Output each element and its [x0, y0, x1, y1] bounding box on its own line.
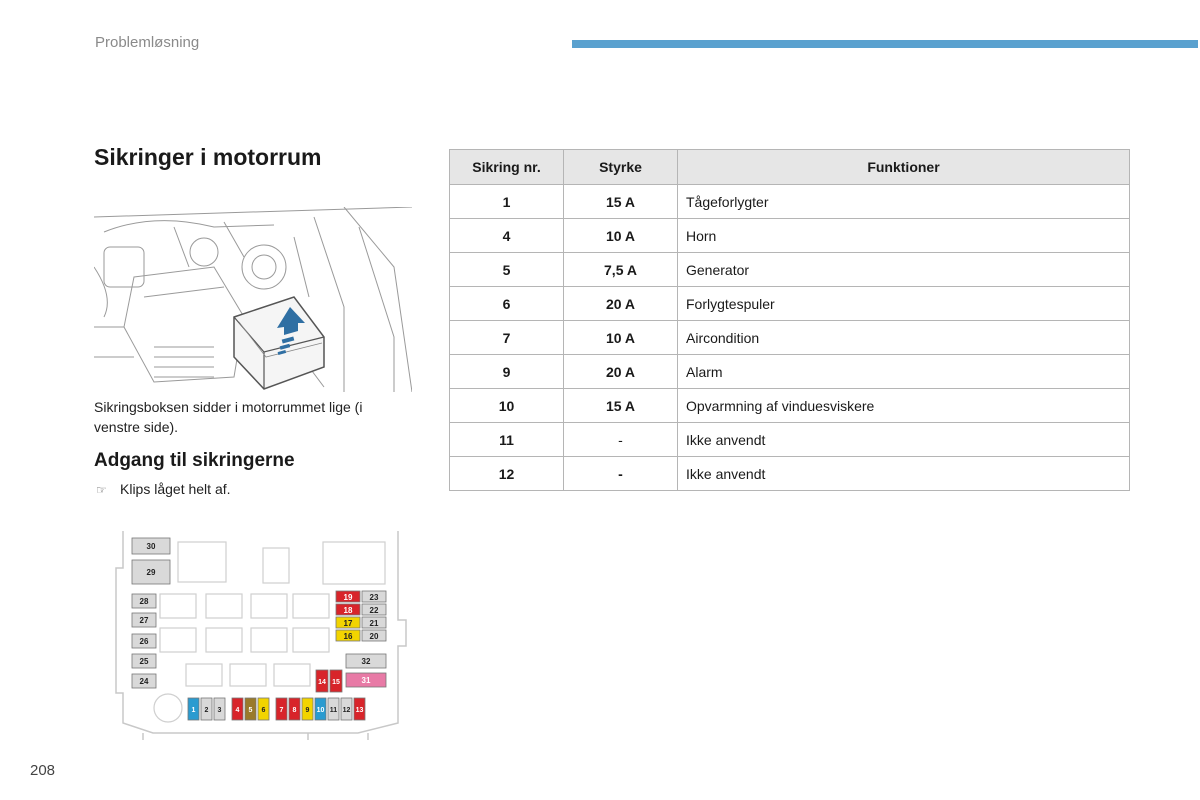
svg-text:14: 14 [318, 679, 326, 686]
table-row [450, 423, 1130, 457]
svg-text:18: 18 [343, 606, 353, 615]
engine-compartment-illustration [94, 207, 412, 392]
svg-text:10: 10 [316, 707, 325, 714]
fuse-table [449, 149, 1130, 491]
svg-text:12: 12 [342, 707, 351, 714]
caption: Sikringsboksen sidder i motorrummet lige (i venstre side). [94, 399, 363, 435]
header-accent-bar [572, 40, 1198, 48]
column-header: Sikring nr. [450, 150, 564, 185]
table-row [450, 287, 1130, 321]
column-header: Styrke [564, 150, 678, 185]
fuse-function: Ikke anvendt [678, 457, 1130, 491]
table-row [450, 355, 1130, 389]
fuse-rating: 10 A [564, 219, 678, 253]
table-row [450, 457, 1130, 491]
instruction-bullet [96, 481, 231, 497]
fuse-rating: - [564, 423, 678, 457]
fuse-function: Ikke anvendt [678, 423, 1130, 457]
fuse-box-illustration [234, 297, 324, 389]
fuse-rating: 15 A [564, 185, 678, 219]
table-row [450, 389, 1130, 423]
fuse-number: 5 [450, 253, 564, 287]
left-fuse-column [132, 538, 170, 688]
fuse-number: 9 [450, 355, 564, 389]
fuse-rating: 7,5 A [564, 253, 678, 287]
svg-text:13: 13 [355, 707, 364, 714]
fuse-number: 11 [450, 423, 564, 457]
svg-text:22: 22 [369, 606, 379, 615]
fuse-function: Generator [678, 253, 1130, 287]
page-title: Sikringer i motorrum [94, 144, 322, 170]
fuse-rating: 20 A [564, 355, 678, 389]
svg-text:6: 6 [261, 707, 266, 714]
svg-text:8: 8 [292, 707, 297, 714]
fuse-number: 10 [450, 389, 564, 423]
svg-text:1: 1 [191, 707, 196, 714]
fuse-number: 1 [450, 185, 564, 219]
fuse-function: Forlygtespuler [678, 287, 1130, 321]
svg-text:15: 15 [332, 679, 340, 686]
svg-text:3: 3 [217, 707, 222, 714]
fuse-function: Horn [678, 219, 1130, 253]
svg-text:11: 11 [329, 707, 338, 714]
page-number: 208 [30, 762, 56, 779]
table-row [450, 185, 1130, 219]
fuse-number: 6 [450, 287, 564, 321]
fuse-function: Opvarmning af vinduesviskere [678, 389, 1130, 423]
svg-text:23: 23 [369, 593, 379, 602]
fuse-rating: 20 A [564, 287, 678, 321]
svg-text:2: 2 [204, 707, 209, 714]
svg-text:7: 7 [279, 707, 284, 714]
svg-text:9: 9 [305, 707, 310, 714]
fuse-number: 12 [450, 457, 564, 491]
svg-text:32: 32 [361, 657, 371, 666]
svg-text:20: 20 [369, 632, 379, 641]
svg-text:16: 16 [343, 632, 353, 641]
svg-text:30: 30 [146, 542, 156, 551]
fuse-function: Alarm [678, 355, 1130, 389]
svg-text:17: 17 [343, 619, 353, 628]
hand-pointer-icon: ☞ [96, 483, 107, 497]
fuse-rating: 15 A [564, 389, 678, 423]
svg-text:4: 4 [235, 707, 240, 714]
svg-text:24: 24 [139, 677, 149, 686]
column-header: Funktioner [678, 150, 1130, 185]
svg-text:27: 27 [139, 616, 149, 625]
instruction-text: Klips låget helt af. [120, 481, 231, 497]
fuse-rating: - [564, 457, 678, 491]
fuse-function: Tågeforlygter [678, 185, 1130, 219]
svg-text:5: 5 [248, 707, 253, 714]
svg-text:28: 28 [139, 597, 149, 606]
fuse-function: Aircondition [678, 321, 1130, 355]
fuse-rating: 10 A [564, 321, 678, 355]
svg-text:19: 19 [343, 593, 353, 602]
svg-text:25: 25 [139, 657, 149, 666]
table-row [450, 253, 1130, 287]
fuse-number: 4 [450, 219, 564, 253]
table-header-row [450, 150, 1130, 185]
table-row [450, 219, 1130, 253]
table-row [450, 321, 1130, 355]
bottom-fuse-row [188, 698, 365, 720]
svg-text:29: 29 [146, 568, 156, 577]
fuse-box-diagram [108, 528, 408, 740]
subheading: Adgang til sikringerne [94, 450, 295, 471]
svg-text:31: 31 [361, 676, 371, 685]
svg-text:21: 21 [369, 619, 379, 628]
section-label: Problemløsning [95, 34, 200, 51]
fuse-number: 7 [450, 321, 564, 355]
svg-text:26: 26 [139, 637, 149, 646]
